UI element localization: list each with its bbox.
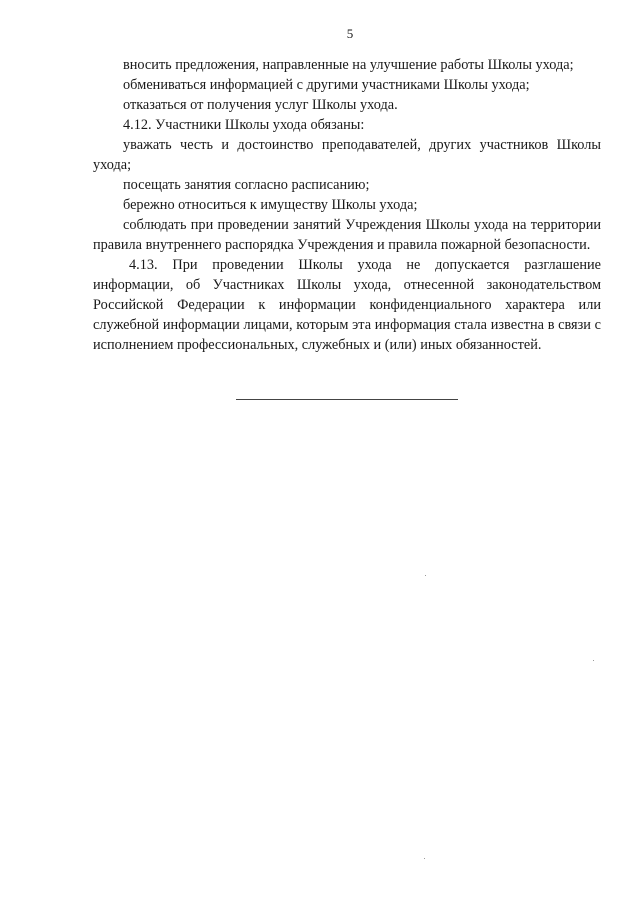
duties-item-rules: соблюдать при проведении занятий Учреждения Школы ухода на территории правила внутреннего распорядка Учреждения и правила пожарной безопасности. xyxy=(93,217,601,253)
document-body xyxy=(93,55,601,355)
clause-4-12-heading: 4.12. Участники Школы ухода обязаны: xyxy=(123,117,365,133)
end-of-text-rule xyxy=(236,399,458,400)
rights-item-proposals: вносить предложения, направленные на улучшение работы Школы ухода; xyxy=(123,57,574,73)
rights-item-information-exchange: обмениваться информацией с другими участниками Школы ухода; xyxy=(123,77,530,93)
page-number: 5 xyxy=(346,26,354,41)
duties-item-attend: посещать занятия согласно расписанию; xyxy=(123,177,370,193)
scan-speck xyxy=(593,660,594,661)
duties-item-respect: уважать честь и достоинство преподавателей, других участников Школы ухода; xyxy=(93,137,601,173)
scan-speck xyxy=(425,575,426,576)
clause-4-13: 4.13. При проведении Школы ухода не допускается разглашение информации, об Участниках Школы ухода, отнесенной законодательством Российской Федерации к информации конфиденциального характера или служебной информации лицами, которым эта информация стала известна в связи с исполнением профессиональных, служебных и (или) иных обязанностей. xyxy=(93,257,601,353)
duties-item-property: бережно относиться к имуществу Школы ухода; xyxy=(123,197,418,213)
scan-speck xyxy=(424,858,425,859)
rights-item-refuse-services: отказаться от получения услуг Школы ухода. xyxy=(123,97,398,113)
